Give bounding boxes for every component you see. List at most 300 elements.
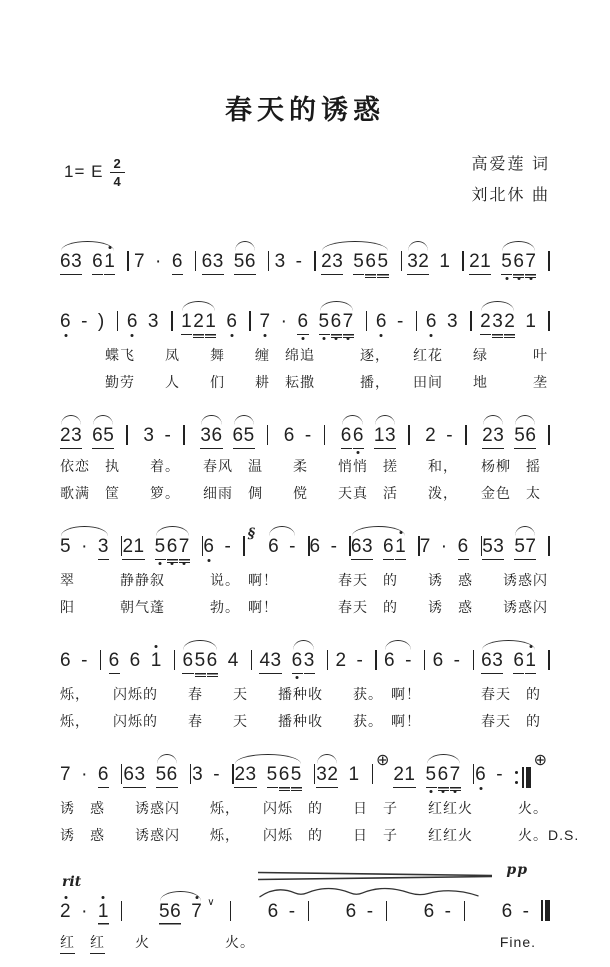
note-group [123, 765, 145, 788]
lyrics-row: 勤劳 人 们 耕 耘撒 播， 田间 地 垄 [60, 374, 548, 391]
note: 7 [450, 765, 461, 791]
lyrics-row: 蝶飞 凤 舞 缠 绵追 逐， 红花 绿 叶 [60, 347, 548, 364]
barline [470, 311, 472, 331]
note: 7 [191, 901, 203, 922]
note: - [446, 425, 454, 447]
note-group [424, 902, 452, 922]
slur-group [92, 426, 114, 449]
measure [481, 646, 550, 674]
lyric-syllable [75, 932, 90, 952]
note: 2 [425, 425, 437, 447]
note: 63 [60, 252, 82, 275]
slur-group [407, 252, 429, 275]
note-group [60, 765, 109, 788]
note: 3 [98, 537, 109, 560]
note-group [192, 765, 220, 785]
score-line [60, 744, 580, 845]
measure [143, 421, 184, 446]
barline-thick [526, 767, 531, 788]
note: 6 [92, 252, 103, 275]
note: 56 [514, 426, 536, 449]
note: - [304, 425, 312, 447]
measure [134, 247, 196, 275]
measure [502, 896, 550, 922]
note: 6 [279, 765, 290, 791]
notes-line [60, 630, 550, 677]
slur-group [321, 252, 388, 278]
barline [100, 650, 102, 670]
barline [121, 764, 123, 784]
slur-group [155, 537, 190, 563]
slur-group [341, 426, 364, 449]
note: 2 [193, 312, 204, 338]
note-group [268, 902, 296, 922]
barline [386, 901, 388, 921]
note-group [60, 651, 88, 671]
barline [462, 251, 464, 271]
measure [393, 760, 474, 791]
note-group [228, 651, 239, 671]
barline [268, 251, 270, 271]
note: 3 [304, 651, 315, 674]
song-title: 春天的诱惑 [225, 95, 385, 125]
note: - [444, 901, 452, 922]
note: 3 [147, 311, 159, 333]
note: 6 [109, 651, 120, 674]
note: 56 [156, 765, 178, 788]
slur-group [268, 537, 296, 557]
note: · [81, 536, 88, 558]
barline [243, 536, 245, 556]
note: 7 [259, 311, 271, 333]
barline [126, 425, 128, 445]
note-group [122, 537, 144, 560]
long-tie [258, 884, 480, 898]
note-group [475, 765, 503, 785]
score-line [60, 858, 550, 954]
note-group [202, 252, 224, 275]
note-group [335, 651, 363, 671]
note: 7 [133, 251, 146, 273]
note: 1 [104, 252, 115, 275]
note-group [420, 537, 469, 560]
barline [366, 311, 368, 331]
note: - [295, 251, 303, 273]
note: 56 [234, 252, 256, 275]
notes-line [60, 516, 550, 563]
note: 23 [321, 252, 343, 275]
barline [548, 536, 550, 556]
note: - [522, 901, 530, 922]
barline [424, 650, 426, 670]
slur-group [292, 651, 315, 674]
score-line [60, 291, 550, 392]
measure [60, 247, 129, 275]
note: 5 [195, 651, 206, 677]
slur-group [384, 651, 412, 671]
slur-group [159, 902, 202, 925]
note: · [81, 764, 88, 786]
note: 5 [501, 252, 512, 275]
barline [375, 650, 377, 670]
barline [473, 764, 475, 784]
note: 3 [446, 311, 459, 333]
lyric-syllable [105, 932, 135, 952]
decrescendo-hairpin [258, 870, 492, 882]
measure [346, 897, 387, 922]
note: 6 [309, 536, 321, 558]
note-group [439, 252, 450, 272]
note: 6 [126, 311, 138, 333]
barline [232, 764, 234, 784]
note-group [203, 537, 231, 557]
segno-icon: § [247, 526, 256, 543]
slur-group [156, 765, 178, 788]
measure [259, 646, 328, 674]
measure [482, 421, 550, 449]
note: - [164, 425, 172, 447]
measure [60, 532, 122, 560]
repeat-barline [515, 767, 531, 788]
barline [324, 425, 326, 445]
final-barline [541, 900, 550, 921]
barline [190, 764, 192, 784]
note: 2 [504, 312, 515, 338]
score [0, 211, 610, 967]
barline [548, 425, 550, 445]
measure [109, 646, 176, 674]
barline [548, 650, 550, 670]
note-group [426, 312, 458, 332]
measure [203, 532, 244, 557]
note-group [348, 765, 359, 785]
note-group [469, 252, 491, 275]
note: 3 [492, 312, 503, 338]
lyric-syllable: 火 [135, 933, 150, 950]
note: 6 [98, 765, 109, 788]
measure [60, 307, 118, 332]
slur-group [316, 765, 338, 788]
measure [480, 307, 550, 338]
note: 32 [316, 765, 338, 788]
measure [482, 532, 550, 560]
lyrics-row: 阳 朝气蓬 勃。 啊！ 春天 的 诱 惑 诱惑闪 [60, 599, 548, 616]
note: 5 [155, 537, 166, 560]
barline-thin [522, 767, 524, 788]
barline [183, 425, 185, 445]
measure [60, 897, 122, 925]
note-group [393, 765, 415, 788]
note: 6 [268, 536, 280, 558]
note: 6 [167, 537, 178, 563]
note: 13 [374, 426, 396, 449]
measure [60, 760, 122, 788]
note: 1 [525, 651, 536, 674]
score-line [60, 516, 550, 617]
note: 1 [205, 312, 216, 338]
note: 5 [267, 765, 278, 788]
measure [426, 307, 472, 332]
note: 6 [207, 651, 218, 677]
note: 6 [513, 651, 524, 674]
barline [327, 650, 329, 670]
note-group [433, 651, 461, 671]
breath-icon: ∨ [207, 897, 215, 908]
lyric-syllable: 火。 [225, 933, 255, 950]
barline [174, 650, 176, 670]
measure [202, 247, 270, 275]
note-group [310, 537, 338, 557]
slur-group [514, 537, 536, 560]
measure [376, 307, 417, 332]
measure [268, 897, 309, 922]
measure [384, 646, 425, 671]
notes-line [60, 405, 550, 449]
note: 6 [203, 536, 215, 558]
note: 6 [423, 901, 435, 922]
note: 5 [353, 252, 364, 275]
slur-group [374, 426, 396, 449]
measure [310, 532, 351, 557]
note: 4 [227, 650, 239, 672]
note-group [425, 426, 453, 446]
measure [159, 897, 231, 925]
pp-dynamic: pp [506, 862, 528, 878]
notes-line [60, 291, 550, 338]
note: 3 [274, 251, 286, 273]
barline-thin [541, 900, 543, 921]
fine-label: Fine. [499, 933, 536, 950]
note: 6 [458, 537, 469, 560]
rit-label: rit [62, 874, 82, 890]
time-numerator: 2 [110, 157, 124, 173]
note: 63 [202, 252, 224, 275]
note: 5 [319, 312, 330, 335]
slur-group [514, 426, 536, 449]
note: · [155, 251, 162, 273]
slur-group [60, 426, 82, 449]
note: 7 [60, 764, 72, 786]
note: 23 [60, 426, 82, 449]
note: 21 [469, 252, 491, 275]
lyric-syllable: 红 [60, 932, 75, 954]
note: 1 [348, 764, 360, 786]
note: 3 [143, 425, 155, 447]
slur-group [60, 537, 109, 560]
key-label: 1= E [64, 161, 104, 181]
measure [245, 526, 310, 558]
lyrics-row: 烁， 闪烁的 春 天 播种收 获。 啊！ 春天 的 [60, 686, 541, 703]
note: 6 [353, 426, 364, 449]
note: 5 [426, 765, 437, 788]
note: - [396, 311, 404, 333]
measure [234, 760, 315, 791]
note: 6 [501, 901, 513, 922]
note-group [226, 312, 237, 332]
note: 63 [351, 537, 373, 560]
credits [472, 149, 550, 211]
note: 7 [525, 252, 536, 278]
key-time-signature [64, 149, 125, 188]
note-group [60, 902, 109, 925]
note-group [60, 312, 105, 332]
barline [230, 901, 232, 921]
measure [321, 247, 402, 278]
note: 23 [482, 426, 504, 449]
measure [475, 752, 550, 786]
slur-group [501, 252, 536, 278]
barline [251, 650, 253, 670]
note: 6 [267, 901, 279, 922]
note: 6 [297, 312, 308, 335]
barline [308, 901, 310, 921]
barline [372, 764, 374, 784]
note: 6 [182, 651, 193, 674]
notes-line [60, 231, 550, 278]
measure [316, 752, 392, 788]
note: 65 [233, 426, 255, 449]
barline [465, 425, 467, 445]
lyrics-row [60, 932, 550, 954]
note: 5 [60, 536, 72, 558]
time-signature [110, 157, 124, 188]
note: 6 [172, 252, 183, 275]
lyrics-row: 诱 惑 诱惑闪 烁， 闪烁 的 日 子 红红火 火。D.S. [60, 827, 580, 843]
barline [401, 251, 403, 271]
note: 36 [200, 426, 222, 449]
barline [127, 251, 129, 271]
note: 6 [513, 252, 524, 278]
measure [127, 307, 173, 332]
slur-group [234, 252, 256, 275]
score-line [60, 405, 550, 503]
note: 1 [150, 650, 162, 672]
note: 56 [159, 902, 181, 925]
note: 2 [60, 901, 72, 922]
slur-group [351, 537, 406, 560]
note: 6 [60, 650, 72, 672]
note: · [81, 901, 88, 922]
lyric-syllable: 红 [90, 932, 105, 954]
note-group [109, 651, 162, 674]
note: 6 [383, 537, 394, 560]
note: 6 [283, 425, 295, 447]
note: 6 [384, 650, 396, 672]
note: 6 [129, 650, 141, 672]
note: 1 [395, 537, 406, 560]
note-group [376, 312, 404, 332]
note-group [275, 252, 303, 272]
notes-line [60, 744, 550, 791]
barline [121, 901, 123, 921]
measure [60, 646, 101, 671]
measure [123, 760, 191, 788]
note: 6 [475, 764, 487, 786]
note: - [453, 650, 461, 672]
note-group [346, 902, 374, 922]
lyricist: 高爱莲 词 [471, 156, 550, 173]
note: 1 [181, 312, 192, 335]
measure [181, 307, 251, 338]
note: 6 [226, 311, 238, 333]
note: 6 [365, 252, 376, 278]
lyrics-row: 歌满 筐 箩。 细雨 倜 傥 天真 活 泼， 金色 太 [60, 485, 541, 502]
lyrics-row: 诱 惑 诱惑闪 烁， 闪烁 的 日 子 红红火 火。 [60, 800, 548, 816]
note: 63 [481, 651, 503, 674]
slur-group [234, 765, 301, 791]
note: - [356, 650, 364, 672]
note: - [81, 311, 88, 333]
note: 6 [341, 426, 352, 449]
note: 3 [192, 764, 204, 786]
note: 23 [234, 765, 256, 788]
barline [171, 311, 173, 331]
note: 5 [291, 765, 302, 791]
note: - [289, 536, 296, 558]
repeat-dots [515, 771, 519, 784]
slur-group [480, 312, 515, 338]
note: 6 [292, 651, 303, 674]
barline [195, 251, 197, 271]
lyrics-row: 依恋 执 着。 春风 温 柔 悄悄 搓 和， 杨柳 摇 [60, 458, 541, 475]
measure [407, 247, 464, 275]
note-group [284, 426, 312, 446]
note: - [330, 536, 338, 558]
measure [192, 760, 233, 785]
note: 6 [438, 765, 449, 791]
lyrics-row: 翠 静静叙 说。 啊！ 春天 的 诱 惑 诱惑闪 [60, 572, 548, 589]
note-group [525, 312, 536, 332]
note: 21 [122, 537, 144, 560]
note: - [81, 650, 88, 672]
lyric-syllable [150, 932, 225, 952]
note: 6 [425, 311, 437, 333]
barline [249, 311, 251, 331]
note: 2 [480, 312, 491, 335]
slur-group [181, 312, 216, 338]
note-group [482, 537, 504, 560]
barline [117, 311, 119, 331]
barline-thick [545, 900, 550, 921]
slur-group [200, 426, 222, 449]
composer: 刘北休 曲 [471, 187, 550, 205]
barline [314, 251, 316, 271]
note: - [213, 764, 221, 786]
slur-group [233, 426, 255, 449]
measure [433, 646, 474, 671]
note: - [366, 901, 374, 922]
note: 21 [393, 765, 415, 788]
note: 6 [331, 312, 342, 338]
measure [424, 897, 465, 922]
note: 32 [407, 252, 429, 275]
note-group [502, 902, 530, 922]
barline [267, 425, 269, 445]
measure [335, 646, 376, 671]
note: ) [97, 311, 105, 333]
barline [408, 425, 410, 445]
note: · [440, 536, 448, 558]
measure [420, 532, 482, 560]
measure [469, 247, 550, 278]
score-line [60, 630, 550, 731]
barline [548, 251, 550, 271]
note: 53 [482, 537, 504, 560]
note: 7 [343, 312, 354, 338]
lyrics-row: 烁， 闪烁的 春 天 播种收 获。 啊！ 春天 的 [60, 713, 541, 730]
note: 6 [60, 311, 72, 333]
measure [260, 307, 368, 338]
